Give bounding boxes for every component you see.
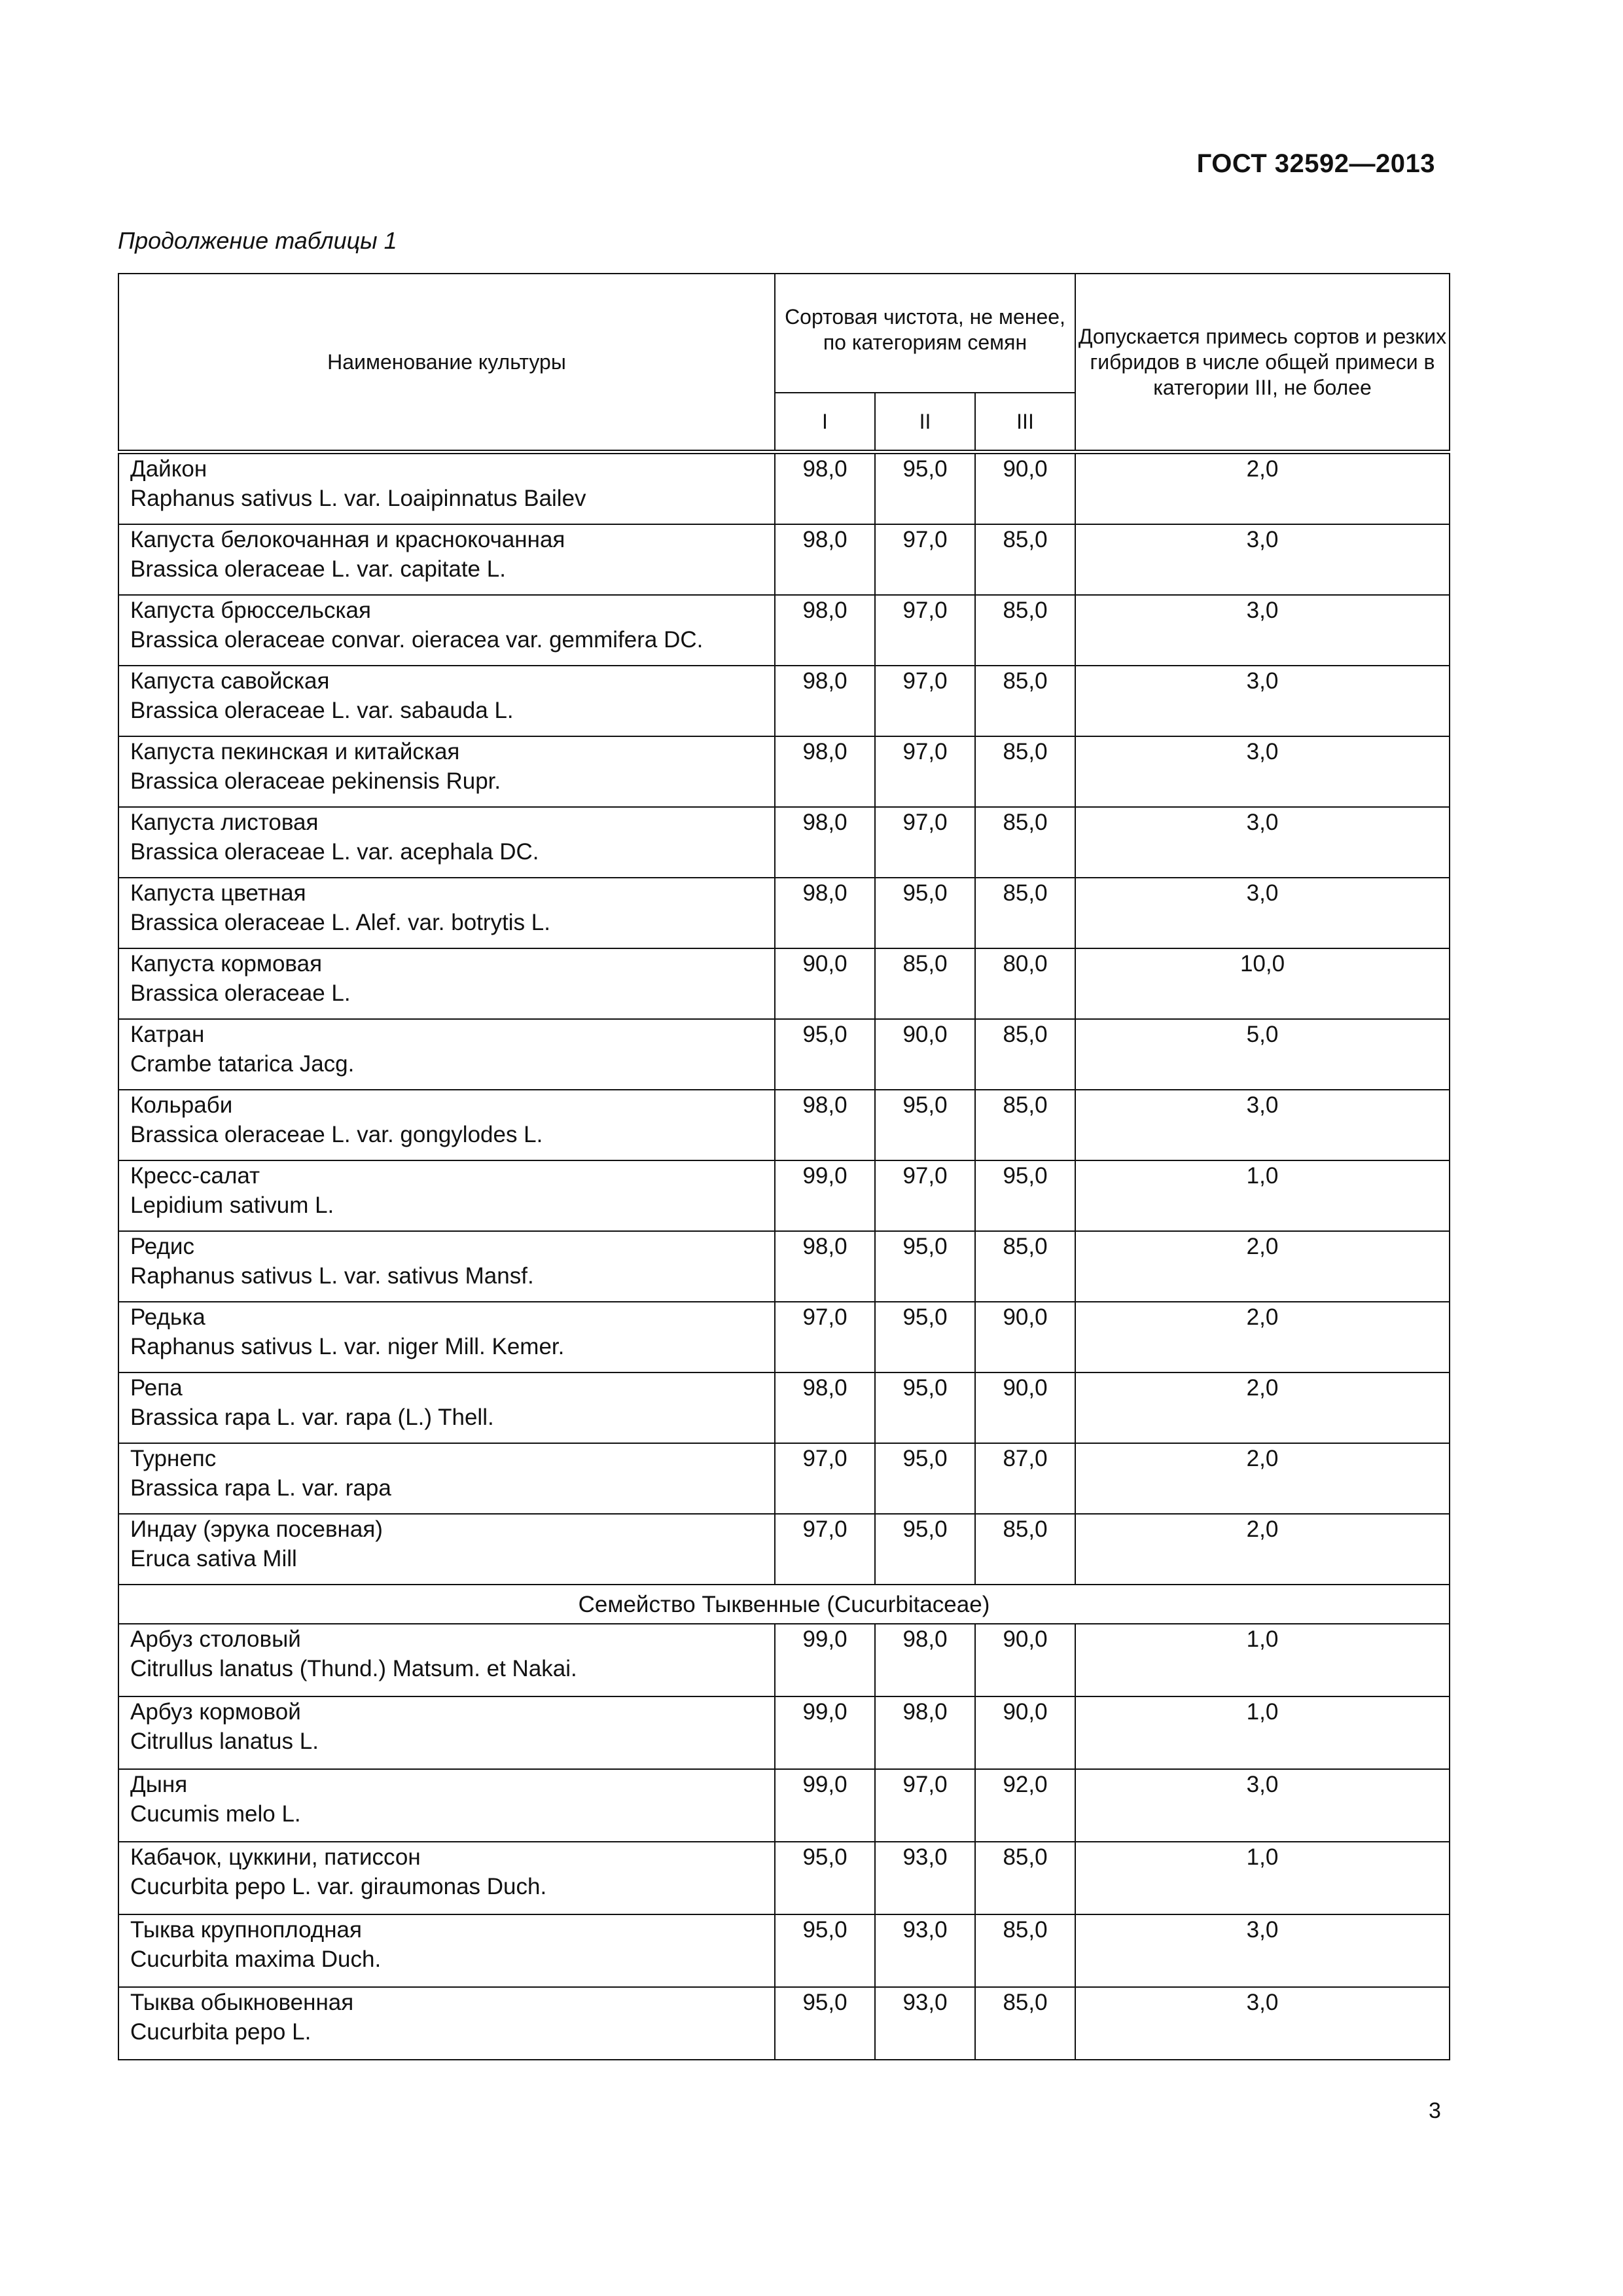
crop-name-latin: Brassica oleraceae L. Alef. var. botrytis L. [130,910,550,935]
header-admixture: Допускается примесь сортов и резких гибридов в числе общей примеси в категории III, не более [1075,274,1450,452]
purity-category-ii-cell: 95,0 [875,452,975,525]
purity-category-iii-cell: 90,0 [975,1302,1075,1372]
admixture-cell: 1,0 [1075,1624,1450,1696]
crop-name-russian: Тыква обыкновенная [130,1990,354,2015]
crop-name-latin: Raphanus sativus L. var. sativus Mansf. [130,1263,534,1289]
crop-name-latin: Brassica rapa L. var. rapa [130,1475,391,1501]
crop-name-russian: Дыня [130,1772,188,1797]
crop-name-russian: Капуста савойская [130,668,330,694]
purity-category-iii-cell: 85,0 [975,878,1075,948]
crop-name-cell [118,1842,775,1914]
table-row [118,666,1450,736]
admixture-cell: 3,0 [1075,595,1450,666]
admixture-cell: 2,0 [1075,1514,1450,1585]
crop-name-russian: Репа [130,1375,183,1401]
crop-name-russian: Капуста листовая [130,810,319,835]
family-row [118,1585,1450,1624]
purity-category-i-cell: 98,0 [775,878,875,948]
purity-category-iii-cell: 90,0 [975,1624,1075,1696]
crop-name-russian: Тыква крупноплодная [130,1917,362,1943]
purity-category-iii-cell: 92,0 [975,1769,1075,1842]
table-row [118,1987,1450,2060]
crop-name-cell [118,1914,775,1987]
crop-name-russian: Катран [130,1022,205,1047]
admixture-cell: 3,0 [1075,878,1450,948]
table-caption: Продолжение таблицы 1 [118,227,397,254]
crop-name-latin: Brassica oleraceae pekinensis Rupr. [130,768,501,794]
crop-name-cell [118,736,775,807]
table-row [118,1914,1450,1987]
purity-category-ii-cell: 98,0 [875,1696,975,1769]
crop-name-cell [118,1514,775,1585]
crop-name-cell [118,1987,775,2060]
purity-category-i-cell: 98,0 [775,1090,875,1160]
table-row [118,595,1450,666]
crop-name-latin: Cucumis melo L. [130,1801,301,1827]
table-row [118,1842,1450,1914]
crop-name-latin: Crambe tatarica Jacg. [130,1051,355,1077]
purity-category-ii-cell: 93,0 [875,1842,975,1914]
table-row [118,948,1450,1019]
crop-name-russian: Турнепс [130,1446,217,1471]
crop-name-latin: Brassica oleraceae L. var. acephala DC. [130,839,539,865]
purity-category-iii-cell: 85,0 [975,1987,1075,2060]
purity-category-ii-cell: 97,0 [875,736,975,807]
table-row [118,1372,1450,1443]
purity-category-i-cell: 98,0 [775,1372,875,1443]
crop-name-latin: Brassica oleraceae L. [130,980,351,1006]
purity-category-ii-cell: 95,0 [875,1231,975,1302]
crop-name-russian: Капуста брюссельская [130,598,371,623]
crop-name-russian: Капуста белокочанная и краснокочанная [130,527,565,552]
purity-category-i-cell: 98,0 [775,736,875,807]
purity-category-i-cell: 99,0 [775,1160,875,1231]
table-row [118,807,1450,878]
header-varietal-purity: Сортовая чистота, не менее, по категориям семян [775,274,1075,393]
purity-category-i-cell: 98,0 [775,1231,875,1302]
crop-name-cell [118,1696,775,1769]
header-crop-name: Наименование культуры [118,274,775,452]
table-row [118,878,1450,948]
purity-category-i-cell: 98,0 [775,452,875,525]
crop-name-cell [118,1090,775,1160]
crop-name-cell [118,1019,775,1090]
table-row [118,736,1450,807]
admixture-cell: 3,0 [1075,1090,1450,1160]
purity-category-i-cell: 97,0 [775,1443,875,1514]
purity-category-ii-cell: 97,0 [875,1769,975,1842]
crop-name-russian: Индау (эрука посевная) [130,1516,383,1542]
table-row [118,1514,1450,1585]
crop-name-cell [118,595,775,666]
purity-category-iii-cell: 85,0 [975,1914,1075,1987]
purity-category-ii-cell: 95,0 [875,1514,975,1585]
purity-category-i-cell: 98,0 [775,807,875,878]
crop-name-latin: Citrullus lanatus L. [130,1729,319,1754]
purity-category-ii-cell: 95,0 [875,1090,975,1160]
crop-name-russian: Редька [130,1304,205,1330]
crop-name-cell [118,878,775,948]
crop-name-russian: Капуста пекинская и китайская [130,739,460,764]
admixture-cell: 1,0 [1075,1842,1450,1914]
admixture-cell: 10,0 [1075,948,1450,1019]
purity-category-iii-cell: 85,0 [975,1514,1075,1585]
crop-name-russian: Кольраби [130,1092,233,1118]
admixture-cell: 3,0 [1075,736,1450,807]
purity-category-iii-cell: 85,0 [975,1090,1075,1160]
purity-category-i-cell: 97,0 [775,1514,875,1585]
purity-category-iii-cell: 90,0 [975,1372,1075,1443]
page-number: 3 [1429,2098,1441,2123]
purity-category-iii-cell: 85,0 [975,1842,1075,1914]
family-label: Семейство Тыквенные (Cucurbitaceae) [118,1585,1450,1624]
purity-category-ii-cell: 85,0 [875,948,975,1019]
table-row [118,452,1450,525]
purity-category-i-cell: 90,0 [775,948,875,1019]
crop-name-latin: Cucurbita pepo L. var. giraumonas Duch. [130,1874,547,1899]
crop-name-latin: Eruca sativa Mill [130,1546,297,1571]
crop-name-latin: Lepidium sativum L. [130,1193,334,1218]
purity-category-ii-cell: 93,0 [875,1914,975,1987]
crop-name-latin: Brassica oleraceae convar. oieracea var. gemmifera DC. [130,627,704,653]
admixture-cell: 3,0 [1075,1769,1450,1842]
admixture-cell: 2,0 [1075,1372,1450,1443]
purity-category-iii-cell: 85,0 [975,666,1075,736]
crop-name-russian: Дайкон [130,456,207,482]
table-header [118,274,1450,452]
purity-category-iii-cell: 95,0 [975,1160,1075,1231]
crop-name-cell [118,524,775,595]
table-row [118,1090,1450,1160]
table-row [118,1019,1450,1090]
crop-name-cell [118,1624,775,1696]
crop-name-cell [118,1372,775,1443]
seed-purity-table [118,273,1450,2060]
admixture-cell: 1,0 [1075,1696,1450,1769]
purity-category-i-cell: 95,0 [775,1914,875,1987]
purity-category-ii-cell: 90,0 [875,1019,975,1090]
purity-category-ii-cell: 95,0 [875,1372,975,1443]
purity-category-i-cell: 99,0 [775,1624,875,1696]
header-category-i: I [775,393,875,452]
crop-name-cell [118,1443,775,1514]
admixture-cell: 3,0 [1075,1987,1450,2060]
crop-name-latin: Cucurbita maxima Duch. [130,1946,382,1972]
admixture-cell: 5,0 [1075,1019,1450,1090]
table-row [118,1160,1450,1231]
purity-category-iii-cell: 90,0 [975,1696,1075,1769]
table-row [118,524,1450,595]
crop-name-russian: Капуста цветная [130,880,306,906]
admixture-cell: 2,0 [1075,1302,1450,1372]
crop-name-cell [118,807,775,878]
header-category-iii: III [975,393,1075,452]
purity-category-iii-cell: 85,0 [975,1231,1075,1302]
crop-name-latin: Brassica oleraceae L. var. gongylodes L. [130,1122,543,1147]
crop-name-cell [118,1231,775,1302]
admixture-cell: 3,0 [1075,807,1450,878]
admixture-cell: 3,0 [1075,524,1450,595]
crop-name-russian: Кресс-салат [130,1163,260,1189]
crop-name-latin: Cucurbita pepo L. [130,2019,312,2045]
purity-category-i-cell: 98,0 [775,524,875,595]
purity-category-iii-cell: 80,0 [975,948,1075,1019]
crop-name-cell [118,1160,775,1231]
standard-code: ГОСТ 32592—2013 [1196,149,1435,178]
purity-category-ii-cell: 95,0 [875,878,975,948]
purity-category-ii-cell: 98,0 [875,1624,975,1696]
purity-category-iii-cell: 90,0 [975,452,1075,525]
purity-category-ii-cell: 97,0 [875,1160,975,1231]
crop-name-latin: Brassica rapa L. var. rapa (L.) Thell. [130,1405,494,1430]
table-row [118,1624,1450,1696]
crop-name-russian: Редис [130,1234,194,1259]
purity-category-iii-cell: 85,0 [975,807,1075,878]
table-row [118,1696,1450,1769]
crop-name-cell [118,1302,775,1372]
purity-category-ii-cell: 95,0 [875,1443,975,1514]
purity-category-ii-cell: 97,0 [875,524,975,595]
table-row [118,1231,1450,1302]
table-body [118,452,1450,2060]
crop-name-russian: Арбуз столовый [130,1626,301,1652]
purity-category-iii-cell: 85,0 [975,1019,1075,1090]
table-row [118,1302,1450,1372]
crop-name-cell [118,1769,775,1842]
crop-name-cell [118,948,775,1019]
crop-name-latin: Brassica oleraceae L. var. capitate L. [130,556,506,582]
purity-category-iii-cell: 85,0 [975,595,1075,666]
purity-category-ii-cell: 97,0 [875,666,975,736]
purity-category-i-cell: 98,0 [775,666,875,736]
purity-category-ii-cell: 95,0 [875,1302,975,1372]
crop-name-latin: Raphanus sativus L. var. Loaipinnatus Bailev [130,486,586,511]
purity-category-ii-cell: 93,0 [875,1987,975,2060]
purity-category-i-cell: 97,0 [775,1302,875,1372]
admixture-cell: 3,0 [1075,666,1450,736]
purity-category-i-cell: 95,0 [775,1019,875,1090]
crop-name-russian: Кабачок, цуккини, патиссон [130,1844,421,1870]
table-row [118,1443,1450,1514]
admixture-cell: 2,0 [1075,1443,1450,1514]
admixture-cell: 3,0 [1075,1914,1450,1987]
purity-category-ii-cell: 97,0 [875,807,975,878]
crop-name-latin: Citrullus lanatus (Thund.) Matsum. et Nakai. [130,1656,577,1681]
purity-category-i-cell: 98,0 [775,595,875,666]
crop-name-latin: Raphanus sativus L. var. niger Mill. Kemer. [130,1334,565,1359]
crop-name-russian: Капуста кормовая [130,951,323,977]
purity-category-iii-cell: 85,0 [975,736,1075,807]
purity-category-i-cell: 95,0 [775,1987,875,2060]
crop-name-latin: Brassica oleraceae L. var. sabauda L. [130,698,514,723]
admixture-cell: 1,0 [1075,1160,1450,1231]
purity-category-i-cell: 95,0 [775,1842,875,1914]
table-row [118,1769,1450,1842]
admixture-cell: 2,0 [1075,1231,1450,1302]
purity-category-iii-cell: 85,0 [975,524,1075,595]
purity-category-ii-cell: 97,0 [875,595,975,666]
purity-category-i-cell: 99,0 [775,1769,875,1842]
admixture-cell: 2,0 [1075,452,1450,525]
crop-name-russian: Арбуз кормовой [130,1699,301,1725]
crop-name-cell [118,666,775,736]
header-category-ii: II [875,393,975,452]
crop-name-cell [118,452,775,525]
purity-category-i-cell: 99,0 [775,1696,875,1769]
purity-category-iii-cell: 87,0 [975,1443,1075,1514]
